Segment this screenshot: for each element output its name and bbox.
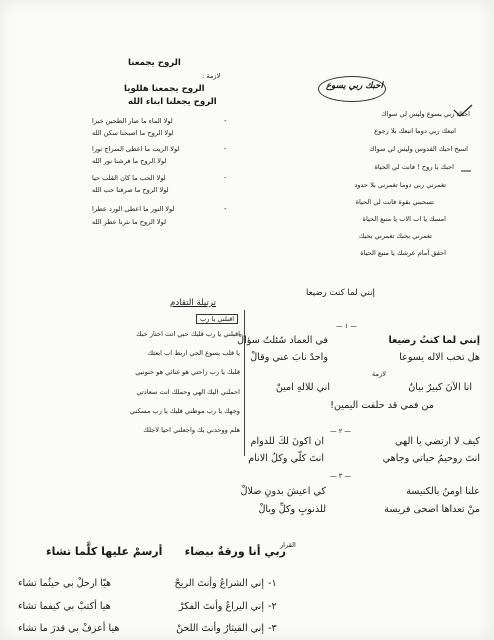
- middle-song-title: إنني لما كنت رضيعا: [306, 288, 375, 298]
- offertory-line: يا قلب يسوع الحي اربط اب ابعثك: [147, 349, 240, 357]
- refrain-label: القرار: [280, 541, 296, 549]
- song-title-top-right: احبك ربي يسوع: [326, 81, 383, 91]
- verse-right: إني القيثارُ وأنتَ اللحنْ: [176, 623, 264, 634]
- lyric-right: منْ تعداها اضحى فريسة: [384, 504, 480, 515]
- top-right-line: تسحبني بقوة فانت لي الحياة: [355, 198, 434, 206]
- offertory-line: احملني اليك الهي وحملك انت سعادتي: [136, 388, 240, 396]
- lyric-left: في العماد سُئلتُ سؤالْ: [237, 335, 328, 346]
- dash-marker: -: [224, 174, 227, 182]
- offertory-title: ترتيلة التقادم: [170, 298, 217, 308]
- verse-number: ٣-: [268, 623, 277, 634]
- lyric-right: علنا اومنُ بالكنيسة: [406, 486, 480, 497]
- refrain-label: لازمة: [372, 370, 387, 378]
- section-number: — ١ —: [336, 322, 357, 330]
- lyric-right: إنني لما كنتُ رضيعا: [388, 335, 480, 346]
- verse-line: لولا الحب ما كان القلب حيا: [92, 174, 166, 182]
- verse-right: إني الشراعُ وأنتَ الريحْ: [174, 578, 264, 589]
- top-right-line: تغمرني بحبك تغمرني بحبك: [358, 232, 432, 240]
- lyric-left: كي اعيشَ بدونِ ضلالْ: [240, 486, 326, 497]
- verse-left: هيّا ارحلْ بي حيثُما تشاء: [18, 578, 112, 589]
- section-number: — ٢ —: [330, 427, 351, 435]
- dash-marker: -: [224, 117, 227, 125]
- refrain-label: لازمة :: [202, 72, 221, 80]
- song-title-top-left: الروح يجمعنا: [128, 58, 181, 68]
- verse-line: لولا الروح ما اصبحنا سكن الله: [92, 129, 174, 137]
- verse-line: لولا النور ما اعطى الورد عطرا: [92, 205, 175, 213]
- lyric-right: هل تحب الاله يسوعا: [399, 352, 480, 363]
- verse-line: لولا الروح ما نثرنا عطر الله: [92, 218, 166, 226]
- lyric-right: من فمي قد حلفت اليمين!: [330, 400, 434, 411]
- offertory-line: قلبك يا رب راحتي هو غنائي هو حنونيي: [135, 368, 240, 376]
- verse-line: لولا الزيت ما اعطى السراج نورا: [92, 145, 180, 153]
- lyric-right: انا الآنَ كبيرٌ بيانٌ: [408, 382, 472, 393]
- verse-line: لولا الروح ما فرشنا نور الله: [92, 157, 167, 165]
- bottom-song-title-right: ربي أنا ورقةٌ بيضاء: [184, 545, 286, 558]
- verse-number: ١-: [268, 578, 277, 589]
- section-number: — ٣ —: [330, 472, 351, 480]
- lyric-right: انتَ روحيمُ حياتي وجاهي: [382, 453, 480, 464]
- refrain-line: الروح يجمعنا هللويا: [124, 84, 205, 94]
- lyric-left: انتَ كلّي وكلُ الانام: [248, 453, 324, 464]
- dash-mark-icon: [460, 168, 472, 174]
- offertory-line: وجهك يا رب موطني قلبك يا رب مسكني: [129, 407, 240, 415]
- top-right-line: احبك ربي يسوع وليس لي سواك: [381, 110, 470, 118]
- lyric-right: كيف لا ارتضي يا الهي: [395, 436, 480, 447]
- top-right-line: تغمرني ربي دوما تغمرني بلا حدود: [354, 181, 446, 189]
- bottom-song-title-left: أرسمْ عليها كلَّما تشاء: [46, 545, 163, 558]
- verse-line: لولا الروح ما صرفنا حب الله: [92, 186, 169, 194]
- top-right-line: احقق أمام عرشك يا منبع الحياة: [360, 249, 446, 257]
- refrain-line: الروح يجعلنا ابناء الله: [128, 97, 217, 107]
- verse-right: إني اليراعُ وأنتَ الفكرْ: [178, 601, 264, 612]
- dash-marker: -: [224, 145, 227, 153]
- offertory-line: اقبلني يا رب قلبك حبي انت اختار حبك: [136, 330, 240, 338]
- offertory-line: هلم ووحدني بك واجعلني احيا لاجلك: [143, 426, 240, 434]
- top-right-line: احبك يا روح ! فانت لي الحياة: [374, 163, 454, 171]
- lyric-left: واحدٌ نابَ عني وقالْ: [250, 352, 328, 363]
- verse-left: هيا أعزفْ بي قدرَ ما تشاء: [18, 623, 120, 634]
- top-right-line: اتبعك ربي دوما اتبعك بلا رجوع: [374, 127, 456, 135]
- lyric-left: اني للالهِ امينْ: [275, 382, 330, 393]
- offertory-subtitle: اقبلني يا رب: [196, 314, 238, 324]
- dash-marker: -: [224, 205, 227, 213]
- verse-left: هيا أكتبْ بي كيفما تشاء: [18, 601, 111, 612]
- lyric-left: للذنوبِ وكلِّ وبالْ: [258, 504, 326, 515]
- verse-number: ٢-: [268, 601, 277, 612]
- offertory-divider: [244, 310, 245, 456]
- top-right-line: امسك يا اب الاب يا منبع الحياة: [362, 215, 446, 223]
- lyric-left: ان اكونَ لكَ للدوام: [250, 436, 324, 447]
- verse-line: لولا الماء ما صار الطحين خبزا: [92, 117, 173, 125]
- top-right-line: اسبح احبك القدوس وليس لي سواك: [369, 145, 468, 153]
- check-mark-icon: [452, 104, 474, 118]
